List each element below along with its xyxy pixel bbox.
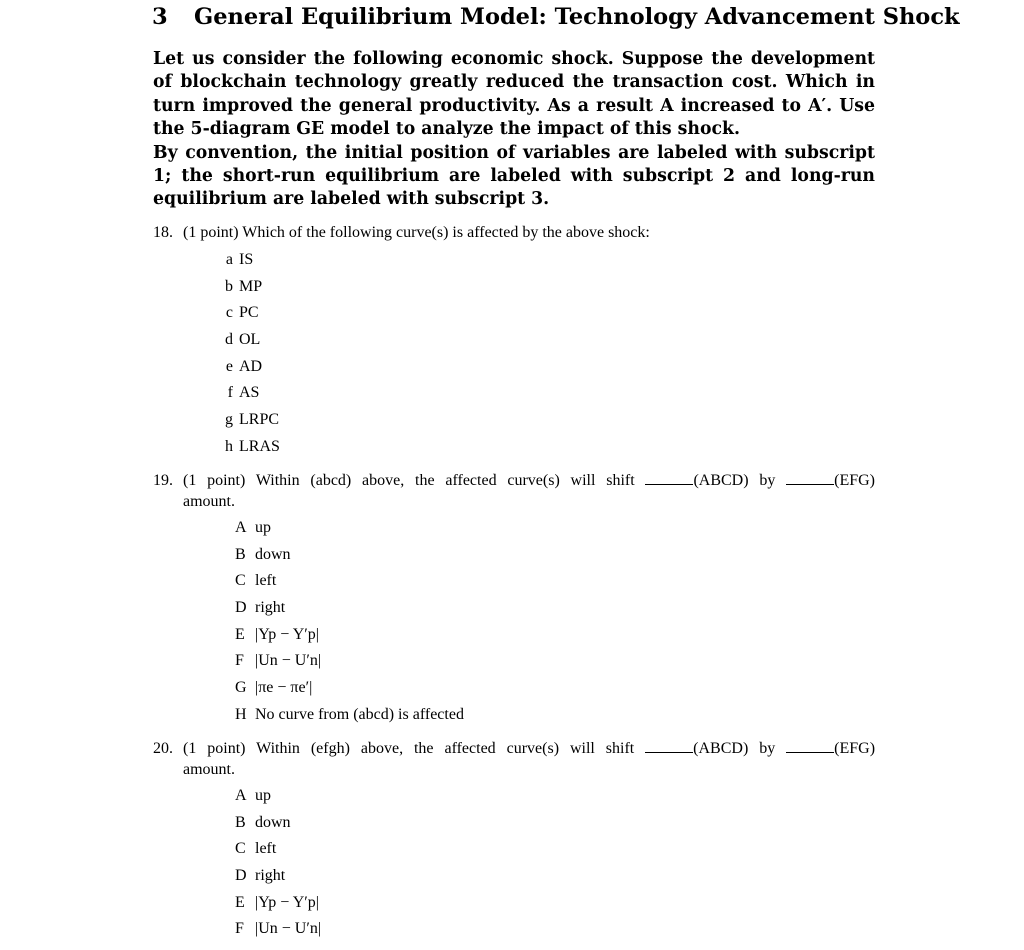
question-20 [153, 738, 875, 780]
question-text-part-1: Within (abcd) above, the affected curve(s) will shift [255, 472, 635, 489]
choice-F[interactable]: F |Un − U′n| [235, 920, 322, 938]
question-number: 19. [153, 472, 173, 489]
choice-E[interactable]: E |Yp − Y′p| [235, 625, 319, 643]
section-title-text: General Equilibrium Model: Technology Advancement Shock [194, 4, 960, 30]
choice-b[interactable]: b MP [225, 277, 263, 295]
question-text-part-1: Within (efgh) above, the affected curve(s) will shift [256, 740, 635, 757]
question-number: 18. [153, 224, 173, 241]
question-19-choices [235, 517, 464, 731]
question-points: (1 point) [183, 472, 246, 489]
question-text-part-3: (EFG) [834, 472, 876, 489]
choice-G[interactable]: G |πe − πe′| [235, 679, 313, 697]
choice-g[interactable]: g LRPC [225, 411, 280, 429]
question-number: 20. [153, 740, 173, 757]
choice-a[interactable]: a IS [225, 251, 254, 268]
question-20-choices [235, 785, 321, 945]
choice-B[interactable]: B down [235, 545, 291, 563]
intro-paragraph-2: By convention, the initial position of variables are labeled with subscript 1; the short-run equilibrium are labeled with subscript 2 and long-run equilibrium are labeled with subscript 3. [153, 142, 875, 210]
choice-C[interactable]: C left [235, 572, 277, 590]
intro-paragraph-1: Let us consider the following economic shock. Suppose the development of blockchain technology greatly reduced the transaction cost. Which in turn improved the general productivity. As a result A increased to A′. Use the 5-diagram GE model to analyze the impact of this shock. [153, 49, 875, 140]
question-text-part-2: (ABCD) by [693, 472, 776, 489]
question-18-choices [213, 249, 280, 463]
question-text-part-3: (EFG) [834, 740, 876, 757]
choice-e[interactable]: e AD [225, 357, 263, 375]
choice-c[interactable]: c PC [225, 304, 259, 322]
section-number: 3 [152, 4, 168, 30]
choice-A[interactable]: A up [235, 519, 271, 536]
choice-D[interactable]: D right [235, 867, 286, 885]
question-points: (1 point) [183, 740, 246, 757]
amount-blank[interactable] [786, 472, 834, 485]
question-18 [153, 222, 875, 243]
question-text-part-2: (ABCD) by [693, 740, 776, 757]
intro-text [153, 48, 875, 212]
choice-F[interactable]: F |Un − U′n| [235, 652, 322, 670]
section-title [152, 4, 960, 30]
question-19 [153, 470, 875, 512]
choice-E[interactable]: E |Yp − Y′p| [235, 893, 319, 911]
amount-blank[interactable] [786, 740, 834, 753]
direction-blank[interactable] [645, 740, 693, 753]
choice-B[interactable]: B down [235, 813, 291, 831]
choice-A[interactable]: A up [235, 787, 271, 804]
question-text-part-4: amount. [183, 493, 235, 510]
choice-C[interactable]: C left [235, 840, 277, 858]
choice-h[interactable]: h LRAS [225, 437, 280, 455]
choice-D[interactable]: D right [235, 599, 286, 617]
question-text-part-4: amount. [183, 761, 235, 778]
direction-blank[interactable] [645, 472, 693, 485]
choice-f[interactable]: f AS [227, 384, 260, 402]
choice-H[interactable]: H No curve from (abcd) is affected [235, 705, 464, 723]
question-points: (1 point) [183, 224, 239, 241]
choice-d[interactable]: d OL [225, 331, 261, 349]
question-text: Which of the following curve(s) is affected by the above shock: [242, 224, 650, 241]
